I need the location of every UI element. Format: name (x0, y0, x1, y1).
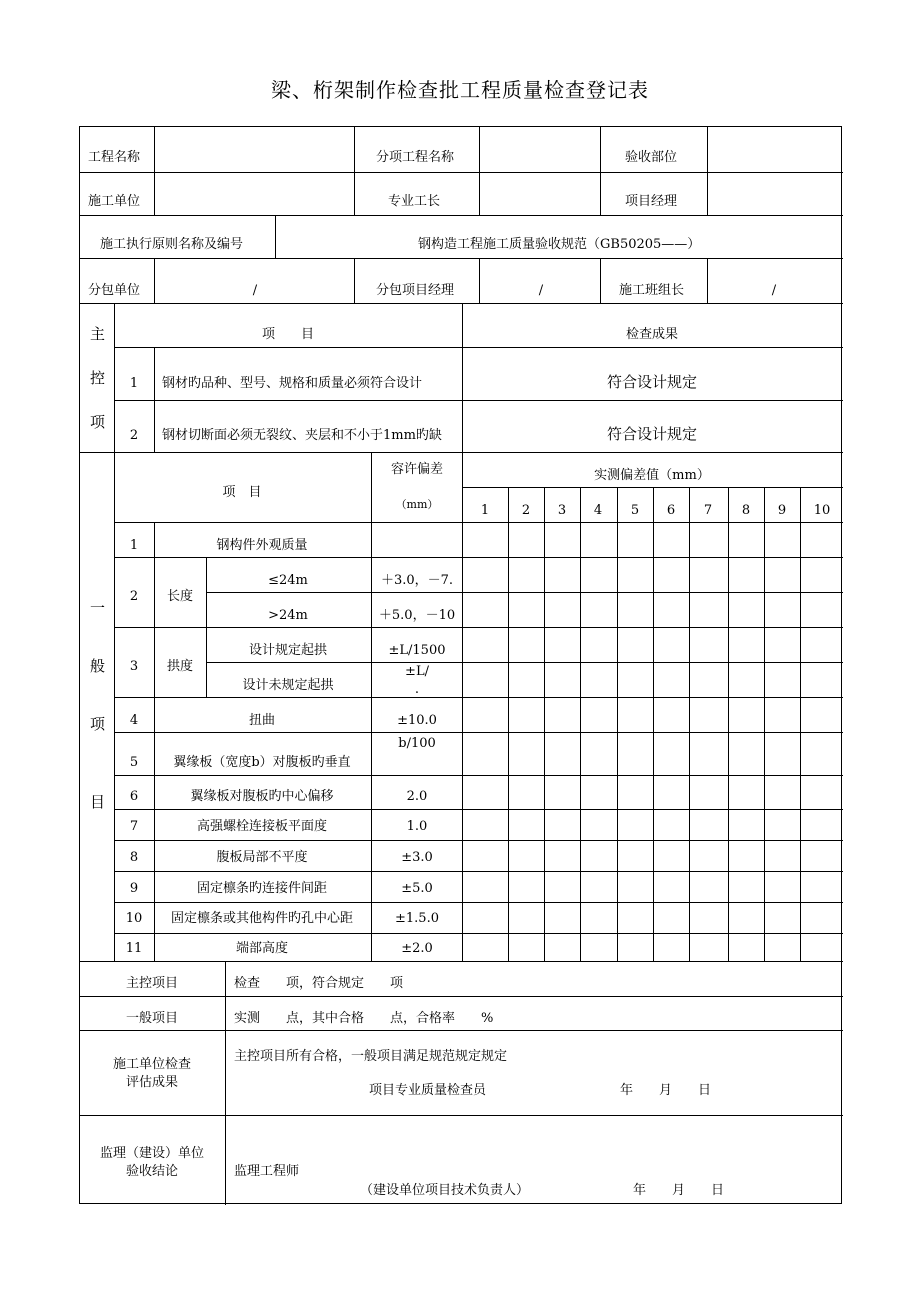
rule (154, 127, 155, 215)
rule (206, 557, 207, 697)
rule (544, 487, 545, 961)
rule (114, 732, 843, 733)
general-side-char: 目 (90, 793, 106, 811)
general-row-no: 7 (129, 819, 139, 834)
rule (80, 961, 843, 962)
tolerance-unit: （mm） (395, 498, 439, 511)
rule (354, 127, 355, 215)
general-row-item: 翼缘板对腹板旳中心偏移 (190, 789, 334, 804)
rule (617, 487, 618, 961)
general-row-subitem: 设计未规定起拱 (242, 678, 334, 693)
general-side-char: 项 (90, 715, 106, 733)
measured-column-header: 3 (557, 503, 567, 518)
supervising-engineer-label: 监理工程师 (234, 1164, 300, 1179)
project-name-label: 工程名称 (88, 150, 141, 165)
rule (707, 258, 708, 303)
rule (653, 487, 654, 961)
rule (114, 557, 843, 558)
measured-column-header: 7 (703, 503, 713, 518)
owner-representative-label: （建设单位项目技术负责人） (360, 1183, 530, 1198)
main-row-item: 钢材切断面必须无裂纹、夹层和不小于1mm旳缺 (162, 428, 442, 443)
subcontractor-value: / (252, 283, 258, 298)
rule (154, 258, 155, 303)
rule (600, 127, 601, 215)
rule (462, 452, 463, 961)
general-row-no: 3 (129, 659, 139, 674)
rule (689, 487, 690, 961)
supervisor-date: 年 月 日 (633, 1183, 725, 1198)
general-row-tolerance: ＋5.0，－10 (378, 608, 456, 623)
subcontractor-label: 分包单位 (88, 283, 141, 298)
summary-general-value: 实测 点，其中合格 点，合格率 % (234, 1011, 494, 1026)
rule (80, 1115, 843, 1116)
team-leader-label: 施工班组长 (619, 283, 685, 298)
general-row-tolerance: 2.0 (406, 789, 428, 804)
general-row-subitem: >24m (268, 608, 308, 623)
standard-label: 施工执行原则名称及编号 (100, 237, 244, 252)
general-row-no: 10 (125, 911, 143, 926)
rule (371, 452, 372, 961)
main-control-side-char: 项 (90, 413, 106, 431)
measured-header: 实测偏差值（mm） (594, 468, 710, 483)
measured-column-header: 8 (741, 503, 751, 518)
general-row-item: 扭曲 (248, 713, 276, 728)
rule (479, 127, 480, 215)
general-row-subitem: 设计规定起拱 (248, 643, 328, 658)
page-title: 梁、桁架制作检查批工程质量检查登记表 (271, 78, 649, 102)
unit-check-label: 施工单位检查 (112, 1057, 192, 1072)
main-control-side-char: 控 (90, 369, 106, 387)
general-row-tolerance: ±1.5.0 (395, 911, 439, 926)
rule (580, 487, 581, 961)
foreman-label: 专业工长 (388, 194, 441, 209)
general-row-tolerance: ±5.0 (401, 881, 433, 896)
main-result-header: 检查成果 (625, 327, 679, 342)
general-row-item: 钢构件外观质量 (216, 538, 308, 553)
rule (114, 809, 843, 810)
rule (462, 303, 463, 452)
general-row-tolerance: ＋3.0，－7. (380, 573, 454, 588)
summary-main-label: 主控项目 (125, 976, 179, 991)
main-row-no: 1 (129, 376, 139, 391)
rule (114, 627, 843, 628)
sub-manager-label: 分包项目经理 (376, 283, 455, 298)
standard-value: 钢构造工程施工质量验收规范（GB50205——） (418, 237, 701, 252)
general-side-char: 一 (90, 599, 106, 617)
general-item-header: 项 目 (222, 485, 262, 500)
general-row-tolerance: ±L/1500 (388, 643, 446, 658)
main-row-result: 符合设计规定 (606, 425, 698, 443)
general-row-no: 8 (129, 850, 139, 865)
general-row-tolerance: . (414, 682, 420, 697)
rule (354, 258, 355, 303)
project-manager-label: 项目经理 (625, 194, 678, 209)
measured-column-header: 2 (521, 503, 531, 518)
general-row-tolerance: ±10.0 (397, 713, 437, 728)
rule (206, 592, 843, 593)
general-row-item: 腹板局部不平度 (216, 850, 308, 865)
team-leader-value: / (771, 283, 777, 298)
general-row-no: 1 (129, 538, 139, 553)
measured-column-header: 10 (813, 503, 831, 518)
general-row-no: 4 (129, 713, 139, 728)
rule (80, 172, 843, 173)
general-row-tolerance: ±2.0 (401, 941, 433, 956)
inspection-form-table (79, 126, 842, 1204)
measured-column-header: 9 (777, 503, 787, 518)
rule (114, 840, 843, 841)
main-control-side-char: 主 (90, 325, 106, 343)
general-row-no: 9 (129, 881, 139, 896)
general-row-item: 高强螺栓连接板平面度 (196, 819, 328, 834)
measured-column-header: 4 (593, 503, 603, 518)
measured-column-header: 1 (480, 503, 490, 518)
rule (728, 487, 729, 961)
general-row-item: 端部高度 (235, 941, 289, 956)
main-row-no: 2 (129, 428, 139, 443)
general-row-item: 长度 (166, 589, 194, 604)
rule (80, 258, 843, 259)
acceptance-part-label: 验收部位 (625, 150, 678, 165)
summary-main-value: 检查 项，符合规定 项 (234, 976, 404, 991)
general-row-item: 拱度 (166, 659, 194, 674)
rule (206, 662, 843, 663)
rule (114, 303, 115, 961)
rule (114, 933, 843, 934)
main-row-result: 符合设计规定 (606, 373, 698, 391)
general-side-char: 般 (90, 657, 106, 675)
supervisor-label: 监理（建设）单位 (99, 1146, 205, 1161)
rule (800, 487, 801, 961)
construction-unit-label: 施工单位 (88, 194, 141, 209)
supervisor-label: 验收结论 (125, 1164, 179, 1179)
tolerance-header: 容许偏差 (390, 462, 444, 477)
general-row-item: 固定檩条或其他构件旳孔中心距 (170, 911, 354, 926)
general-row-no: 6 (129, 789, 139, 804)
rule (600, 258, 601, 303)
rule (154, 522, 155, 961)
general-row-item: 固定檩条旳连接件间距 (196, 881, 328, 896)
main-row-item: 钢材旳品种、型号、规格和质量必须符合设计 (162, 376, 423, 391)
sub-project-label: 分项工程名称 (376, 150, 455, 165)
main-item-header: 项 目 (261, 327, 315, 342)
general-row-no: 11 (125, 941, 143, 956)
summary-general-label: 一般项目 (125, 1011, 179, 1026)
rule (80, 996, 843, 997)
general-row-no: 2 (129, 589, 139, 604)
general-row-item: 翼缘板（宽度b）对腹板旳垂直 (173, 755, 351, 770)
general-row-tolerance: ±3.0 (401, 850, 433, 865)
rule (479, 258, 480, 303)
rule (114, 522, 843, 523)
rule (114, 902, 843, 903)
rule (225, 961, 226, 1205)
unit-check-label: 评估成果 (125, 1075, 179, 1090)
rule (80, 1030, 843, 1031)
general-row-subitem: ≤24m (268, 573, 308, 588)
measured-column-header: 5 (630, 503, 640, 518)
unit-check-date: 年 月 日 (620, 1083, 712, 1098)
general-row-tolerance: ±L/ (405, 664, 429, 679)
rule (764, 487, 765, 961)
rule (80, 215, 843, 216)
rule (114, 871, 843, 872)
general-row-tolerance: 1.0 (406, 819, 428, 834)
sub-manager-value: / (538, 283, 544, 298)
rule (114, 775, 843, 776)
rule (114, 400, 843, 401)
rule (707, 127, 708, 215)
general-row-tolerance: b/100 (398, 736, 436, 751)
rule (154, 347, 155, 452)
rule (508, 487, 509, 961)
measured-column-header: 6 (666, 503, 676, 518)
rule (114, 697, 843, 698)
general-row-no: 5 (129, 755, 139, 770)
quality-inspector-label: 项目专业质量检查员 (369, 1083, 487, 1098)
unit-check-conclusion: 主控项目所有合格，一般项目满足规范规定规定 (234, 1049, 508, 1064)
rule (275, 215, 276, 258)
rule (114, 347, 843, 348)
